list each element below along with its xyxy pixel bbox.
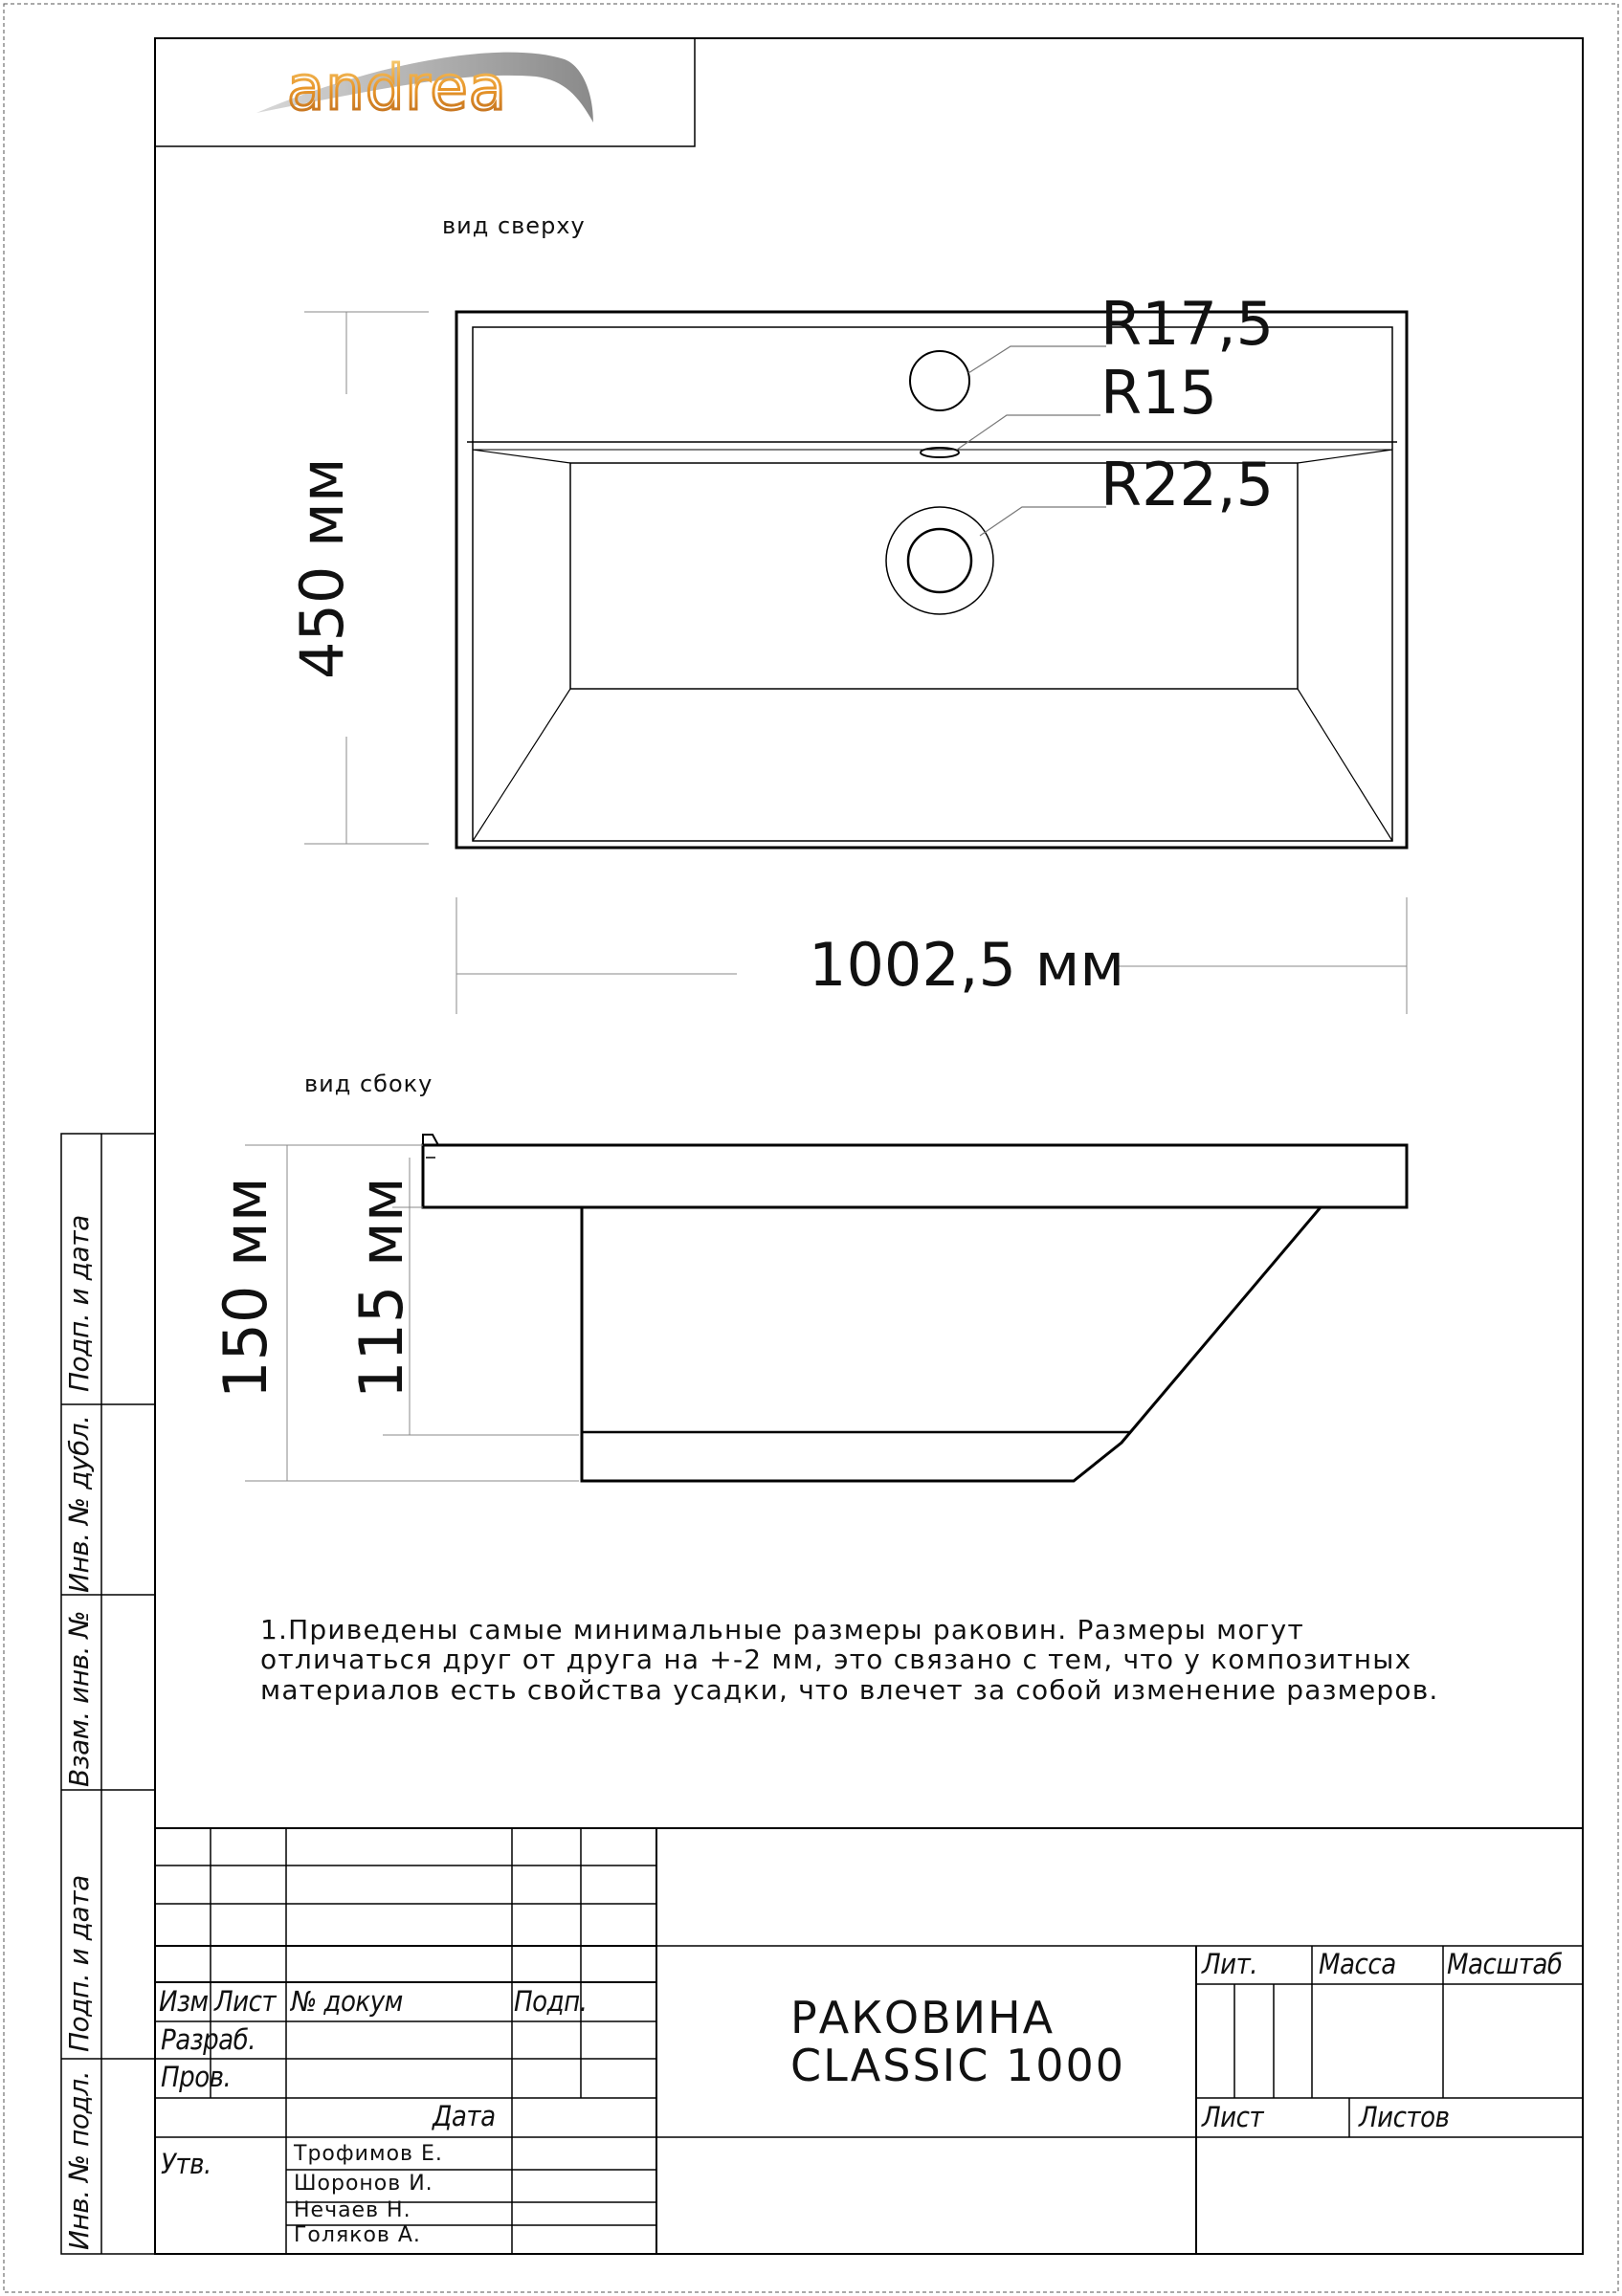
label-sheets: Листов: [1359, 2101, 1450, 2133]
role-utv: Утв.: [161, 2148, 211, 2180]
strip-label-inv-podl: Инв. № подл.: [63, 2070, 95, 2250]
label-massa: Масса: [1319, 1948, 1396, 1980]
faucet-hole: [910, 351, 969, 410]
top-view: [304, 312, 1407, 1014]
header-list: Лист: [214, 1985, 277, 2018]
bowl-edge-bl: [473, 689, 570, 841]
bowl-profile: [582, 1207, 1321, 1481]
note-line: материалов есть свойства усадки, что влечет за собой изменение размеров.: [260, 1673, 1439, 1706]
header-data: Дата: [433, 2100, 496, 2132]
top-view-label: вид сверху: [442, 212, 586, 239]
bowl-edge-tr: [1298, 450, 1392, 463]
countertop-slab: [423, 1145, 1407, 1207]
leader-r15: [957, 415, 1100, 450]
strip-label-vzam-inv: Взам. инв. №: [63, 1610, 95, 1787]
product-title-line-2: CLASSIC 1000: [790, 2040, 1126, 2091]
dim-150-label: 150 мм: [211, 1177, 280, 1399]
label-sheet: Лист: [1202, 2101, 1264, 2133]
label-lit: Лит.: [1202, 1948, 1258, 1980]
name-4: Голяков А.: [294, 2223, 421, 2247]
role-razrab: Разраб.: [161, 2023, 256, 2056]
side-view-label: вид сбоку: [304, 1071, 433, 1097]
slab-lip: [423, 1135, 438, 1145]
note-line: отличаться друг от друга на +-2 мм, это связано с тем, что у композитных: [260, 1644, 1412, 1676]
leader-r175: [968, 346, 1106, 373]
dim-1002-label: 1002,5 мм: [809, 930, 1125, 1000]
name-3: Нечаев Н.: [294, 2198, 411, 2222]
sink-inner-outline: [473, 327, 1392, 841]
role-prov: Пров.: [161, 2061, 232, 2093]
bowl-edge-tl: [473, 450, 570, 463]
strip-label-podp-data-1: Подп. и дата: [63, 1215, 95, 1392]
name-2: Шоронов И.: [294, 2172, 433, 2196]
dim-450-label: 450 мм: [287, 457, 357, 679]
side-view: [245, 1135, 1407, 1481]
name-1: Трофимов Е.: [294, 2142, 443, 2166]
drain-hole-outer: [886, 507, 993, 614]
strip-label-podp-data-2: Подп. и дата: [63, 1875, 95, 2052]
drain-hole-inner: [908, 529, 971, 592]
note-line: 1.Приведены самые минимальные размеры раковин. Размеры могут: [260, 1614, 1304, 1645]
logo-text: andrea: [287, 54, 507, 124]
product-title-line-1: РАКОВИНА: [790, 1992, 1055, 2043]
dim-r15-label: R15: [1100, 358, 1217, 428]
dim-r225-label: R22,5: [1100, 450, 1275, 519]
sink-outer-outline: [456, 312, 1407, 848]
label-masshtab: Масштаб: [1447, 1948, 1563, 1980]
header-izm: Изм: [159, 1985, 209, 2018]
dim-r175-label: R17,5: [1100, 289, 1275, 359]
header-doc: № докум: [291, 1985, 403, 2018]
leader-r225: [980, 507, 1106, 536]
strip-label-inv-dubl: Инв. № дубл.: [63, 1415, 95, 1593]
bowl-edge-br: [1298, 689, 1392, 841]
header-podp: Подп.: [514, 1985, 588, 2018]
note-text: [260, 1615, 1439, 1705]
dim-115-label: 115 мм: [346, 1177, 416, 1399]
